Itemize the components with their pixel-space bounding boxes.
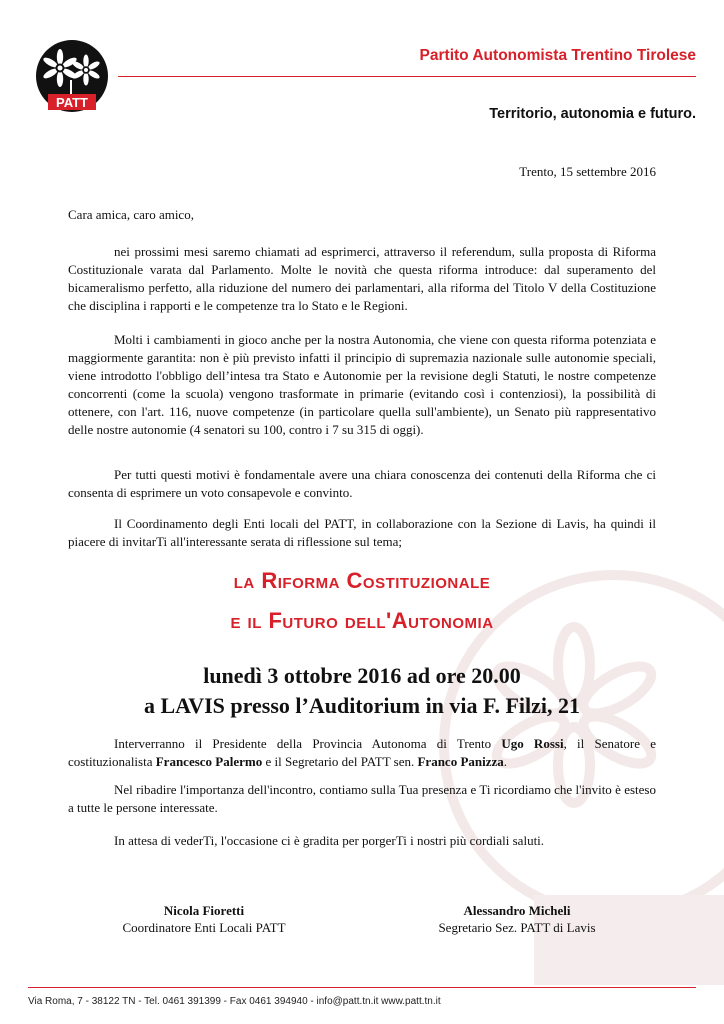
signatory-role: Segretario Sez. PATT di Lavis bbox=[438, 920, 596, 935]
tagline: Territorio, autonomia e futuro. bbox=[489, 106, 696, 122]
footer-contacts: Via Roma, 7 - 38122 TN - Tel. 0461 391399 - Fax 0461 394940 - info@patt.tn.it www.patt.tn.it bbox=[28, 996, 441, 1007]
signatory-role: Coordinatore Enti Locali PATT bbox=[122, 920, 286, 935]
paragraph-1: nei prossimi mesi saremo chiamati ad esprimerci, attraverso il referendum, sulla proposta di Riforma Costituzionale varata dal Parlamento. Molte le novità che questa riforma introduce: dal superamento del bicameralismo perfetto, alla riduzione del numero dei parlamentari, alla riforma del Titolo V della Costituzione che disciplina i rapporti e le competenze tra lo Stato e le Regioni. bbox=[68, 244, 656, 313]
event-title-line-2: e il Futuro dell'Autonomia bbox=[230, 608, 494, 633]
party-name: Partito Autonomista Trentino Tirolese bbox=[419, 47, 696, 64]
event-location: a LAVIS presso l’Auditorium in via F. Filzi, 21 bbox=[144, 693, 580, 718]
signatory-name: Alessandro Micheli bbox=[463, 903, 571, 918]
speaker-franco-panizza: Franco Panizza bbox=[417, 754, 504, 769]
logo-text: PATT bbox=[55, 95, 89, 110]
paragraph-2: Molti i cambiamenti in gioco anche per la nostra Autonomia, che viene con questa riforma potenziata e maggiormente garantita: non è più previsto infatti il principio di supremazia nazionale sulle autonomie speciali, viene introdotto l'obbligo dell’intesa tra Stato e Autonomie per la revisione degli Statuti, le nostre competenze concorrenti (come la scuola) vengono trasformate in primarie (evitando così i contenziosi), la possibilità di ottenere, con l'art. 116, nuove competenze (in particolare quella sull'ambiente), un Senato più rappresentativo delle nostre autonomie (4 senatori su 100, contro i 7 su 315 di oggi). bbox=[68, 332, 656, 437]
event-date-time: lunedì 3 ottobre 2016 ad ore 20.00 bbox=[203, 663, 521, 688]
edelweiss-logo-icon bbox=[34, 36, 110, 118]
speaker-francesco-palermo: Francesco Palermo bbox=[155, 754, 263, 769]
event-title-line-1: la Riforma Costituzionale bbox=[233, 568, 491, 593]
speaker-ugo-rossi: Ugo Rossi bbox=[501, 736, 564, 751]
paragraph-closing: In attesa di vederTi, l'occasione ci è gradita per porgerTi i nostri più cordiali saluti. bbox=[114, 833, 545, 848]
paragraph-3: Per tutti questi motivi è fondamentale avere una chiara conoscenza dei contenuti della Riforma che ci consenta di esprimere un voto consapevole e convinto. bbox=[68, 467, 656, 500]
signatory-name: Nicola Fioretti bbox=[163, 903, 245, 918]
letter-date: Trento, 15 settembre 2016 bbox=[519, 164, 656, 179]
header-divider bbox=[118, 76, 696, 77]
paragraph-4: Il Coordinamento degli Enti locali del PATT, in collaborazione con la Sezione di Lavis, ha quindi il piacere di invitarTi all'interessante serata di riflessione sul tema; bbox=[68, 516, 656, 549]
paragraph-6: Nel ribadire l'importanza dell'incontro, contiamo sulla Tua presenza e Ti ricordiamo che l'invito è esteso a tutte le persone interessate. bbox=[68, 782, 656, 815]
signature-right bbox=[397, 902, 637, 936]
paragraph-speakers: Interverranno il Presidente della Provincia Autonoma di Trento Ugo Rossi, il Senatore e costituzionalista Francesco Palermo e il Segretario del PATT sen. Franco Panizza. bbox=[68, 736, 656, 769]
salutation: Cara amica, caro amico, bbox=[68, 207, 194, 222]
footer-divider bbox=[28, 987, 696, 988]
signature-left bbox=[84, 902, 324, 936]
